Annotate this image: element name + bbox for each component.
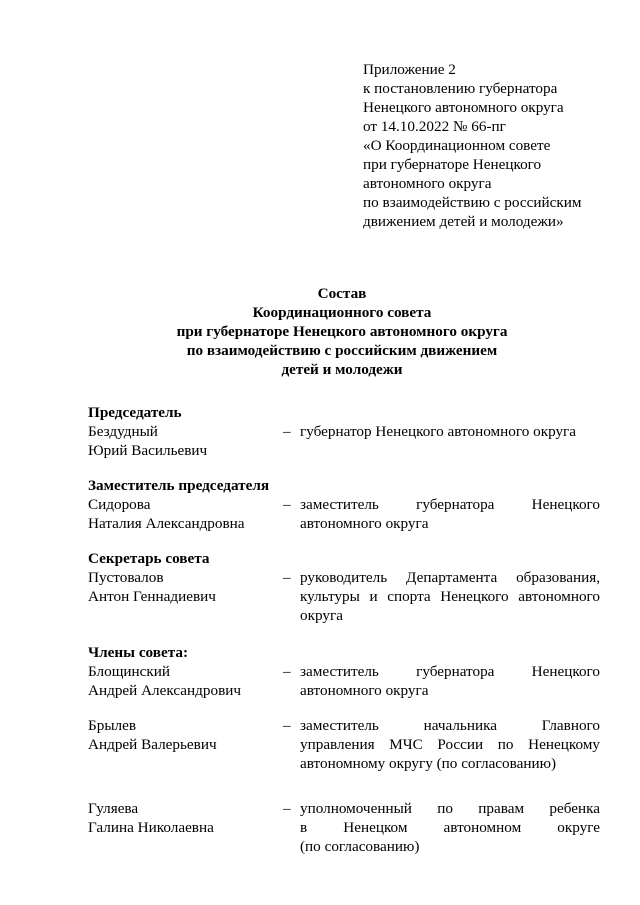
appendix-block bbox=[363, 60, 623, 231]
appendix-line: Ненецкого автономного округа bbox=[363, 99, 564, 116]
title-line: Состав bbox=[317, 285, 367, 302]
title-line: детей и молодежи bbox=[281, 361, 403, 378]
appendix-line: автономного округа bbox=[363, 175, 492, 192]
role-line: автономному округу (по согласованию) bbox=[300, 755, 557, 772]
member-name bbox=[88, 716, 278, 773]
member-given-name: Юрий Васильевич bbox=[88, 442, 208, 459]
title-line: при губернаторе Ненецкого автономного округа bbox=[176, 323, 508, 340]
member-given-name: Андрей Александрович bbox=[88, 682, 242, 699]
appendix-line: движением детей и молодежи» bbox=[363, 213, 564, 230]
role-line: автономного округа bbox=[300, 682, 429, 699]
section-heading: Секретарь совета bbox=[88, 550, 210, 567]
section-deputy-chairman bbox=[88, 476, 600, 533]
dash-separator: – bbox=[283, 717, 291, 734]
member-row bbox=[88, 568, 600, 625]
role-line: губернатор Ненецкого автономного округа bbox=[300, 423, 577, 440]
role-line: управления МЧС России по Ненецкому bbox=[300, 736, 600, 753]
role-line: заместитель губернатора Ненецкого bbox=[300, 496, 600, 513]
section-members bbox=[88, 643, 600, 856]
appendix-line: Приложение 2 bbox=[363, 61, 456, 78]
member-surname: Гуляева bbox=[88, 800, 139, 817]
member-role bbox=[300, 422, 600, 460]
member-row bbox=[88, 799, 600, 856]
dash-separator: – bbox=[283, 663, 291, 680]
member-given-name: Андрей Валерьевич bbox=[88, 736, 217, 753]
member-surname: Сидорова bbox=[88, 496, 151, 513]
role-line: округа bbox=[300, 607, 343, 624]
member-surname: Бездудный bbox=[88, 423, 158, 440]
member-name bbox=[88, 799, 278, 856]
section-heading: Заместитель председателя bbox=[88, 477, 270, 494]
member-row bbox=[88, 422, 600, 460]
section-heading: Председатель bbox=[88, 404, 182, 421]
title-line: Координационного совета bbox=[252, 304, 432, 321]
member-name bbox=[88, 495, 278, 533]
section-chairman bbox=[88, 403, 600, 460]
title-line: по взаимодействию с российским движением bbox=[186, 342, 498, 359]
member-role bbox=[300, 799, 600, 856]
member-given-name: Наталия Александровна bbox=[88, 515, 245, 532]
council-members bbox=[88, 403, 600, 856]
role-line: руководитель Департамента образования, bbox=[300, 569, 600, 586]
member-role bbox=[300, 662, 600, 700]
dash-separator: – bbox=[283, 800, 291, 817]
appendix-line: по взаимодействию с российским bbox=[363, 194, 582, 211]
appendix-line: «О Координационном совете bbox=[363, 137, 551, 154]
role-line: заместитель губернатора Ненецкого bbox=[300, 663, 600, 680]
member-surname: Брылев bbox=[88, 717, 137, 734]
dash-separator: – bbox=[283, 423, 291, 440]
member-given-name: Антон Геннадиевич bbox=[88, 588, 216, 605]
member-role bbox=[300, 716, 600, 773]
member-surname: Пустовалов bbox=[88, 569, 164, 586]
role-line: автономного округа bbox=[300, 515, 429, 532]
dash-separator: – bbox=[283, 569, 291, 586]
role-line: заместитель начальника Главного bbox=[300, 717, 600, 734]
role-line: (по согласованию) bbox=[300, 838, 420, 855]
role-line: культуры и спорта Ненецкого автономного bbox=[300, 588, 600, 605]
member-row bbox=[88, 662, 600, 700]
dash-separator: – bbox=[283, 496, 291, 513]
document-title bbox=[0, 284, 640, 379]
section-heading: Члены совета: bbox=[88, 644, 189, 661]
role-line: уполномоченный по правам ребенка bbox=[300, 800, 600, 817]
member-name bbox=[88, 422, 278, 460]
section-secretary bbox=[88, 549, 600, 625]
member-row bbox=[88, 495, 600, 533]
appendix-line: при губернаторе Ненецкого bbox=[363, 156, 542, 173]
member-name bbox=[88, 568, 278, 625]
member-surname: Блощинский bbox=[88, 663, 171, 680]
member-row bbox=[88, 716, 600, 773]
member-role bbox=[300, 495, 600, 533]
role-line: в Ненецком автономном округе bbox=[300, 819, 600, 836]
member-given-name: Галина Николаевна bbox=[88, 819, 214, 836]
appendix-line: к постановлению губернатора bbox=[363, 80, 558, 97]
appendix-line: от 14.10.2022 № 66-пг bbox=[363, 118, 506, 135]
member-name bbox=[88, 662, 278, 700]
member-role bbox=[300, 568, 600, 625]
